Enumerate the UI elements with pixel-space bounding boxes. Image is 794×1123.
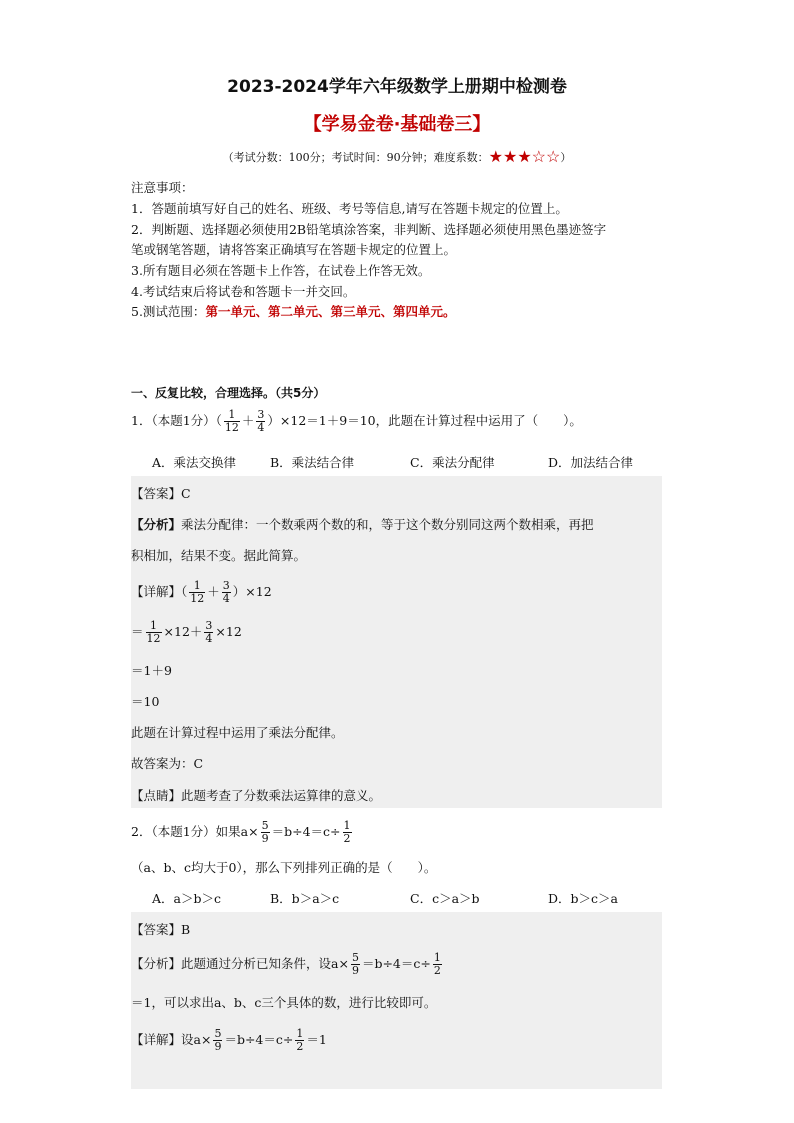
fraction-denominator: 9 bbox=[261, 832, 269, 845]
analysis-label: 【分析】 bbox=[131, 517, 182, 532]
note-item: 2．判断题、选择题必须使用2B铅笔填涂答案，非判断、选择题必须使用黑色墨迹签字 bbox=[131, 222, 607, 237]
fraction-numerator: 1 bbox=[224, 409, 240, 422]
analysis-line bbox=[131, 952, 444, 977]
fraction bbox=[256, 409, 265, 434]
option-b[interactable]: B．乘法结合律 bbox=[270, 455, 355, 470]
fraction-numerator: 3 bbox=[257, 408, 265, 421]
fraction bbox=[295, 1028, 304, 1053]
fraction-numerator: 1 bbox=[189, 580, 205, 593]
note-item: 笔或钢笔答题，请将答案正确填写在答题卡规定的位置上。 bbox=[131, 242, 457, 257]
question-2-stem bbox=[131, 820, 354, 845]
fraction-denominator: 4 bbox=[257, 421, 265, 434]
page-subtitle: 【学易金卷·基础卷三】 bbox=[303, 114, 491, 135]
exam-meta bbox=[0, 149, 794, 165]
q2-stem-mid: ＝b÷4＝c÷ bbox=[271, 824, 341, 839]
option-a[interactable]: A．乘法交换律 bbox=[152, 455, 237, 470]
analysis-line: 积相加，结果不变。据此简算。 bbox=[131, 548, 307, 563]
fraction-numerator: 5 bbox=[261, 819, 269, 832]
note-item: 3.所有题目必须在答题卡上作答，在试卷上作答无效。 bbox=[131, 263, 431, 278]
fraction bbox=[433, 952, 442, 977]
analysis-line: ＝1，可以求出a、b、c三个具体的数，进行比较即可。 bbox=[131, 995, 437, 1010]
question-2-options bbox=[0, 889, 794, 907]
fraction bbox=[204, 620, 213, 645]
fraction bbox=[351, 952, 360, 977]
analysis-mid: ＝b÷4＝c÷ bbox=[361, 956, 431, 971]
analysis-prefix: 【分析】此题通过分析已知条件，设a× bbox=[131, 956, 349, 971]
fraction-numerator: 1 bbox=[433, 951, 441, 964]
final-answer: 故答案为：C bbox=[131, 756, 204, 771]
scope-label: 5.测试范围： bbox=[131, 304, 206, 319]
difficulty-stars bbox=[488, 147, 561, 166]
fraction bbox=[261, 820, 270, 845]
option-a[interactable]: A．a＞b＞c bbox=[152, 891, 221, 906]
fraction-numerator: 1 bbox=[296, 1027, 304, 1040]
fraction-numerator: 5 bbox=[351, 951, 359, 964]
plus-sign: ＋ bbox=[207, 584, 220, 599]
fraction bbox=[224, 409, 240, 434]
fraction-numerator: 1 bbox=[146, 620, 162, 633]
fraction-denominator: 4 bbox=[205, 632, 213, 645]
option-d[interactable]: D．b＞c＞a bbox=[548, 891, 618, 906]
fraction bbox=[189, 580, 205, 605]
plus-sign: ＋ bbox=[241, 413, 255, 428]
fraction-numerator: 3 bbox=[205, 619, 213, 632]
meta-prefix: （考试分数：100分；考试时间：90分钟；难度系数： bbox=[222, 151, 489, 164]
option-c[interactable]: C．c＞a＞b bbox=[410, 891, 480, 906]
analysis-line bbox=[131, 515, 594, 533]
fraction bbox=[222, 580, 231, 605]
conclusion: 此题在计算过程中运用了乘法分配律。 bbox=[131, 725, 344, 740]
detail-label: 【详解】（ bbox=[131, 584, 188, 599]
detail-step: ＝10 bbox=[131, 694, 160, 709]
section-heading: 一、反复比较，合理选择。（共5分） bbox=[131, 386, 326, 400]
detail-tail: ）×12 bbox=[232, 584, 272, 599]
question-1-stem bbox=[131, 409, 582, 434]
q2-stem-prefix: 2．（本题1分）如果a× bbox=[131, 824, 259, 839]
detail-line bbox=[131, 1028, 327, 1053]
detail-mid: ＝b÷4＝c÷ bbox=[224, 1032, 294, 1047]
step-tail: ×12 bbox=[215, 624, 242, 639]
answer: 【答案】C bbox=[131, 486, 191, 501]
fraction-denominator: 9 bbox=[351, 964, 359, 977]
notes-heading: 注意事项： bbox=[131, 180, 194, 195]
fraction bbox=[213, 1028, 222, 1053]
star-empty-icon: ☆ bbox=[531, 147, 547, 166]
option-c[interactable]: C．乘法分配律 bbox=[410, 455, 495, 470]
fraction-denominator: 2 bbox=[433, 964, 441, 977]
detail-prefix: 【详解】设a× bbox=[131, 1032, 212, 1047]
note-item: 4.考试结束后将试卷和答题卡一并交回。 bbox=[131, 284, 356, 299]
meta-suffix: ） bbox=[560, 151, 572, 164]
detail-tail: ＝1 bbox=[306, 1032, 327, 1047]
star-empty-icon: ☆ bbox=[546, 147, 561, 166]
detail-line bbox=[131, 580, 272, 605]
question-1-options bbox=[0, 453, 794, 471]
option-b[interactable]: B．b＞a＞c bbox=[270, 891, 340, 906]
detail-step: ＝1＋9 bbox=[131, 663, 172, 678]
equals-sign: ＝ bbox=[131, 624, 144, 639]
fraction-denominator: 12 bbox=[224, 421, 239, 434]
star-filled-icon: ★ bbox=[488, 147, 503, 166]
page-title: 2023-2024学年六年级数学上册期中检测卷 bbox=[227, 77, 567, 97]
analysis-text: 乘法分配律：一个数乘两个数的和，等于这个数分别同这两个数相乘，再把 bbox=[181, 517, 594, 532]
note-scope bbox=[131, 302, 455, 320]
fraction bbox=[343, 820, 352, 845]
fraction-numerator: 5 bbox=[214, 1027, 222, 1040]
fraction-denominator: 12 bbox=[190, 592, 205, 605]
note-item: 1．答题前填写好自己的姓名、班级、考号等信息,请写在答题卡规定的位置上。 bbox=[131, 201, 568, 216]
fraction-denominator: 12 bbox=[146, 632, 161, 645]
fraction-denominator: 2 bbox=[296, 1040, 304, 1053]
step-mid: ×12＋ bbox=[163, 624, 203, 639]
detail-step bbox=[131, 620, 242, 645]
scope-value: 第一单元、第二单元、第三单元、第四单元。 bbox=[205, 304, 456, 319]
star-filled-icon: ★ bbox=[517, 147, 532, 166]
question-2-stem-line2: （a、b、c均大于0），那么下列排列正确的是（ ）。 bbox=[131, 860, 437, 875]
q1-stem-prefix: 1．（本题1分）（ bbox=[131, 413, 222, 428]
fraction-numerator: 1 bbox=[343, 819, 351, 832]
answer: 【答案】B bbox=[131, 922, 191, 937]
fraction-denominator: 2 bbox=[343, 832, 351, 845]
fraction-numerator: 3 bbox=[222, 579, 230, 592]
fraction-denominator: 9 bbox=[214, 1040, 222, 1053]
fraction-denominator: 4 bbox=[222, 592, 230, 605]
fraction bbox=[146, 620, 162, 645]
comment: 【点睛】此题考查了分数乘法运算律的意义。 bbox=[131, 788, 382, 803]
q1-stem-suffix: ）×12＝1＋9＝10，此题在计算过程中运用了（ ）。 bbox=[267, 413, 582, 428]
star-filled-icon: ★ bbox=[502, 147, 518, 166]
option-d[interactable]: D．加法结合律 bbox=[548, 455, 634, 470]
